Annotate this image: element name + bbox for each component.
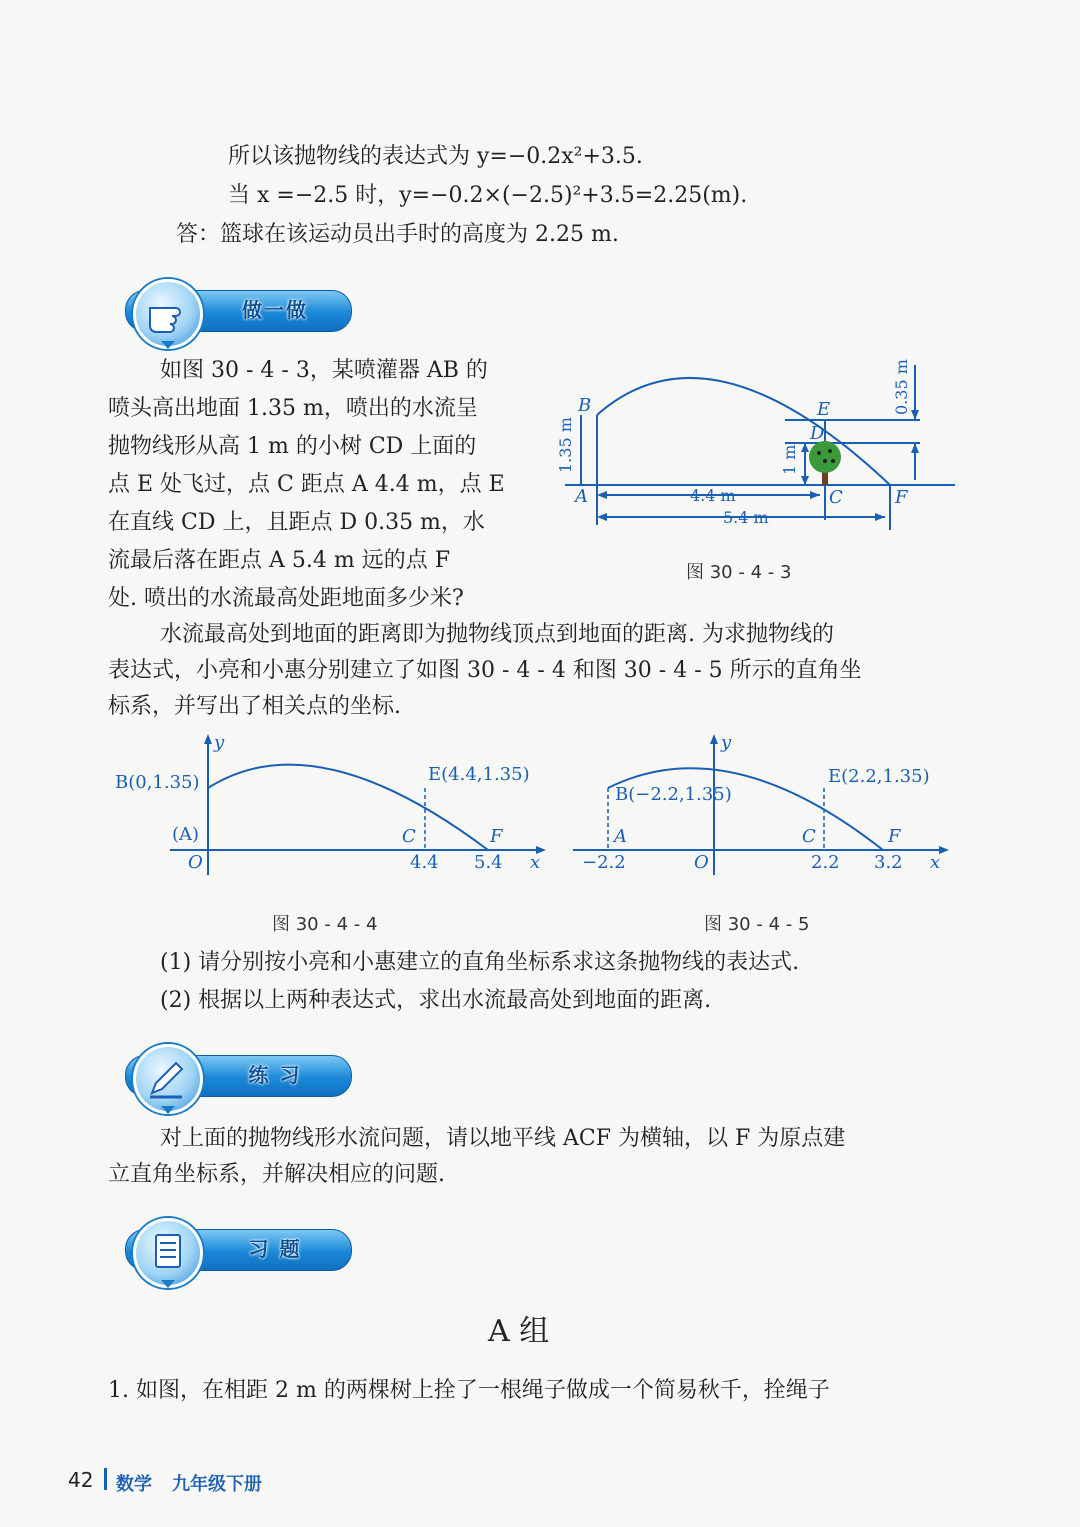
- label-1m: 1 m: [780, 444, 799, 475]
- origin-label: O: [694, 852, 709, 873]
- point-f-label: F: [490, 826, 503, 847]
- tick-label: 2.2: [811, 852, 840, 873]
- hand-pointing-icon: [133, 279, 203, 349]
- question-2: (2) 根据以上两种表达式，求出水流最高处到地面的距离.: [160, 988, 712, 1013]
- label-b: B: [578, 395, 592, 416]
- answer-line: 答：篮球在该运动员出手时的高度为 2.25 m.: [176, 222, 619, 247]
- banner-do-it-label: 做一做: [242, 298, 308, 322]
- footer-grade: 九年级下册: [172, 1474, 262, 1495]
- problem-line: 喷头高出地面 1.35 m，喷出的水流呈: [108, 396, 478, 421]
- water-parabola: [597, 378, 890, 485]
- point-b-label: B(−2.2,1.35): [615, 784, 732, 805]
- problem-line: 抛物线形从高 1 m 的小树 CD 上面的: [108, 434, 477, 459]
- figure-30-4-3: [545, 355, 965, 545]
- banner-practice-label: 练 习: [248, 1063, 302, 1087]
- point-e-label: E(2.2,1.35): [828, 766, 930, 787]
- explain-line: 表达式，小亮和小惠分别建立了如图 30 - 4 - 4 和图 30 - 4 - 5 所示的直角坐: [108, 658, 862, 683]
- figure-30-4-4: [110, 730, 550, 890]
- label-d: D: [810, 423, 825, 444]
- label-5-4m: 5.4 m: [723, 508, 769, 527]
- banner-exercise-label: 习 题: [248, 1237, 302, 1261]
- question-1: (1) 请分别按小亮和小惠建立的直角坐标系求这条抛物线的表达式.: [160, 950, 800, 975]
- problem-line: 处. 喷出的水流最高处距地面多少米?: [108, 586, 464, 611]
- explain-line: 标系，并写出了相关点的坐标.: [108, 694, 401, 719]
- label-f: F: [895, 487, 908, 508]
- axis-label-y: y: [214, 732, 225, 753]
- problem-line: 点 E 处飞过，点 C 距点 A 4.4 m，点 E: [108, 472, 505, 497]
- axis-label-x: x: [930, 852, 941, 873]
- label-c: C: [829, 487, 843, 508]
- origin-label: O: [188, 852, 203, 873]
- problem-line: 如图 30 - 4 - 3，某喷灌器 AB 的: [160, 358, 488, 383]
- point-a-label: A: [614, 826, 627, 847]
- figure-caption: 图 30 - 4 - 5: [704, 914, 810, 935]
- label-0-35m: 0.35 m: [892, 359, 911, 415]
- problem-line: 在直线 CD 上，且距点 D 0.35 m，水: [108, 510, 485, 535]
- label-a: A: [575, 486, 588, 507]
- tick-label: 3.2: [874, 852, 903, 873]
- point-a-label: (A): [172, 824, 200, 845]
- exercise-1: 1. 如图，在相距 2 m 的两棵树上拴了一根绳子做成一个简易秋千，拴绳子: [108, 1378, 830, 1403]
- label-1-35m: 1.35 m: [556, 417, 575, 473]
- point-f-label: F: [888, 826, 901, 847]
- tick-label: 4.4: [410, 852, 439, 873]
- footer-divider: [104, 1468, 107, 1490]
- page-number: 42: [68, 1468, 94, 1492]
- tick-label: −2.2: [582, 852, 626, 873]
- group-title: A 组: [488, 1314, 550, 1349]
- solution-line-2: 当 x =−2.5 时，y=−0.2×(−2.5)²+3.5=2.25(m).: [228, 183, 748, 208]
- footer-subject: 数学: [116, 1474, 152, 1495]
- practice-line: 立直角坐标系，并解决相应的问题.: [108, 1162, 445, 1187]
- point-e-label: E(4.4,1.35): [428, 764, 530, 785]
- banner-do-it: [105, 283, 350, 333]
- axis-label-x: x: [530, 852, 541, 873]
- practice-line: 对上面的抛物线形水流问题，请以地平线 ACF 为横轴，以 F 为原点建: [160, 1126, 846, 1151]
- figure-30-4-5: [568, 730, 953, 890]
- figure-caption: 图 30 - 4 - 3: [686, 562, 792, 583]
- pencil-icon: [133, 1044, 203, 1114]
- figure-caption: 图 30 - 4 - 4: [272, 914, 378, 935]
- notepad-icon: [133, 1218, 203, 1288]
- solution-line-1: 所以该抛物线的表达式为 y=−0.2x²+3.5.: [228, 144, 643, 169]
- explain-line: 水流最高处到地面的距离即为抛物线顶点到地面的距离. 为求抛物线的: [160, 622, 834, 647]
- tick-label: 5.4: [474, 852, 503, 873]
- tree-icon: [809, 441, 841, 485]
- point-c-label: C: [802, 826, 816, 847]
- banner-exercise: [105, 1222, 350, 1272]
- label-e: E: [817, 399, 831, 420]
- axis-label-y: y: [721, 732, 732, 753]
- problem-line: 流最后落在距点 A 5.4 m 远的点 F: [108, 548, 450, 573]
- banner-practice: [105, 1048, 350, 1098]
- point-b-label: B(0,1.35): [115, 772, 200, 793]
- label-4-4m: 4.4 m: [690, 486, 736, 505]
- point-c-label: C: [402, 826, 416, 847]
